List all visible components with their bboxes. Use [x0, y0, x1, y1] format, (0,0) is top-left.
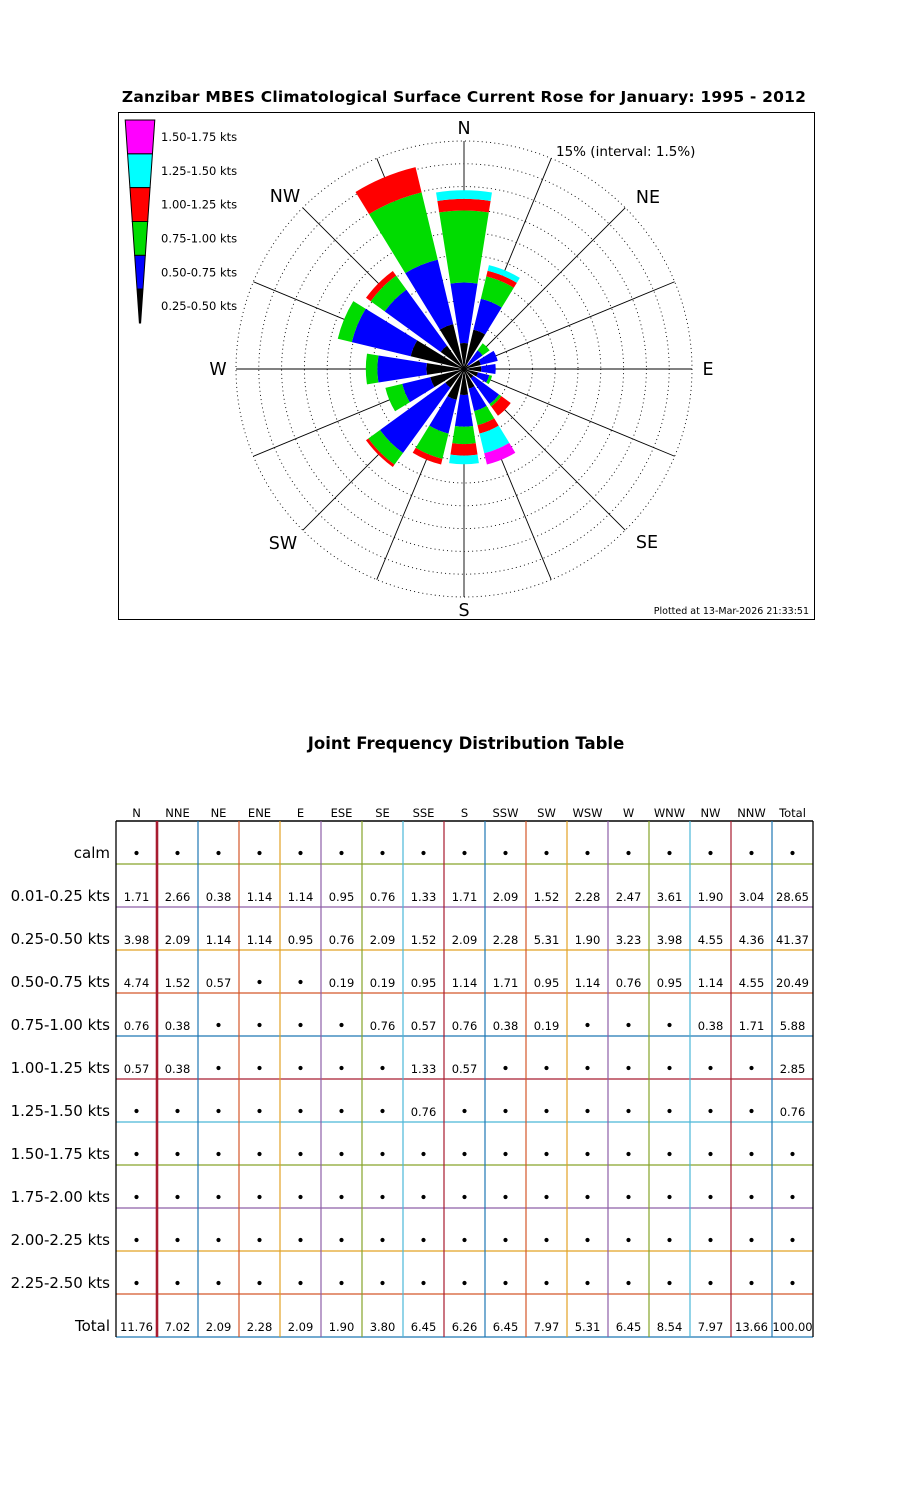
- cell-Total-1: 28.65: [776, 890, 809, 904]
- compass-label-W: W: [209, 360, 227, 380]
- zero-dot-NE-8: [216, 1195, 220, 1199]
- zero-dot-W-7: [626, 1152, 630, 1156]
- zero-dot-WNW-10: [667, 1281, 671, 1285]
- zero-dot-NNW-10: [749, 1281, 753, 1285]
- zero-dot-NW-7: [708, 1152, 712, 1156]
- cell-W-3: 0.76: [615, 976, 642, 990]
- ring-scale-label: 15% (interval: 1.5%): [556, 144, 696, 160]
- cell-N-5: 0.57: [123, 1062, 150, 1076]
- zero-dot-NW-5: [708, 1066, 712, 1070]
- cell-Total-6: 0.76: [779, 1105, 806, 1119]
- zero-dot-Total-8: [790, 1195, 794, 1199]
- cell-W-11: 6.45: [615, 1320, 642, 1334]
- zero-dot-SW-0: [544, 851, 548, 855]
- row-label-1.50-1.75kts: 1.50-1.75 kts: [10, 1145, 110, 1163]
- zero-dot-S-7: [462, 1152, 466, 1156]
- cell-NNW-3: 4.55: [738, 976, 765, 990]
- zero-dot-SSW-5: [503, 1066, 507, 1070]
- row-label-2.25-2.50kts: 2.25-2.50 kts: [10, 1274, 110, 1292]
- cell-SSE-3: 0.95: [410, 976, 437, 990]
- cell-NNE-4: 0.38: [164, 1019, 191, 1033]
- zero-dot-NE-10: [216, 1281, 220, 1285]
- cell-S-4: 0.76: [451, 1019, 478, 1033]
- cell-E-1: 1.14: [287, 890, 314, 904]
- cell-NNW-2: 4.36: [738, 933, 765, 947]
- cell-SSE-11: 6.45: [410, 1320, 437, 1334]
- cell-NNW-1: 3.04: [738, 890, 765, 904]
- zero-dot-ESE-0: [339, 851, 343, 855]
- cell-E-2: 0.95: [287, 933, 314, 947]
- cell-NNE-2: 2.09: [164, 933, 191, 947]
- zero-dot-W-10: [626, 1281, 630, 1285]
- row-label-Total: Total: [74, 1317, 110, 1335]
- cell-NNE-11: 7.02: [164, 1320, 191, 1334]
- cell-NNW-11: 13.66: [735, 1320, 768, 1334]
- zero-dot-NE-7: [216, 1152, 220, 1156]
- compass-label-E: E: [702, 360, 714, 380]
- zero-dot-E-10: [298, 1281, 302, 1285]
- cell-SSE-6: 0.76: [410, 1105, 437, 1119]
- col-header-NW: NW: [700, 806, 721, 820]
- row-label-1.00-1.25kts: 1.00-1.25 kts: [10, 1059, 110, 1077]
- zero-dot-SSW-6: [503, 1109, 507, 1113]
- zero-dot-SE-8: [380, 1195, 384, 1199]
- zero-dot-N-6: [134, 1109, 138, 1113]
- rose-petal-S-1.00-1.25kts: [449, 455, 479, 465]
- cell-NE-3: 0.57: [205, 976, 232, 990]
- zero-dot-NNW-0: [749, 851, 753, 855]
- cell-Total-11: 100.00: [772, 1320, 813, 1334]
- zero-dot-SSE-10: [421, 1281, 425, 1285]
- row-label-0.75-1.00kts: 0.75-1.00 kts: [10, 1016, 110, 1034]
- col-header-ENE: ENE: [247, 806, 272, 820]
- row-label-0.50-0.75kts: 0.50-0.75 kts: [10, 973, 110, 991]
- cell-WSW-2: 1.90: [574, 933, 601, 947]
- zero-dot-ENE-9: [257, 1238, 261, 1242]
- cell-NNE-5: 0.38: [164, 1062, 191, 1076]
- zero-dot-N-10: [134, 1281, 138, 1285]
- cell-WNW-3: 0.95: [656, 976, 683, 990]
- cell-N-2: 3.98: [123, 933, 150, 947]
- zero-dot-NNW-8: [749, 1195, 753, 1199]
- zero-dot-E-7: [298, 1152, 302, 1156]
- zero-dot-NNW-6: [749, 1109, 753, 1113]
- zero-dot-NNE-9: [175, 1238, 179, 1242]
- zero-dot-ESE-9: [339, 1238, 343, 1242]
- compass-label-NE: NE: [635, 188, 661, 208]
- cell-NW-1: 1.90: [697, 890, 724, 904]
- cell-NW-11: 7.97: [697, 1320, 724, 1334]
- compass-label-SW: SW: [268, 534, 298, 554]
- cell-WNW-2: 3.98: [656, 933, 683, 947]
- cell-NNW-4: 1.71: [738, 1019, 765, 1033]
- zero-dot-SW-9: [544, 1238, 548, 1242]
- cell-SW-11: 7.97: [533, 1320, 560, 1334]
- cell-NW-3: 1.14: [697, 976, 724, 990]
- col-header-NNW: NNW: [737, 806, 766, 820]
- cell-SSW-1: 2.09: [492, 890, 519, 904]
- zero-dot-Total-0: [790, 851, 794, 855]
- zero-dot-E-4: [298, 1023, 302, 1027]
- zero-dot-SW-6: [544, 1109, 548, 1113]
- zero-dot-W-0: [626, 851, 630, 855]
- row-label-2.00-2.25kts: 2.00-2.25 kts: [10, 1231, 110, 1249]
- col-header-NE: NE: [210, 806, 227, 820]
- zero-dot-SSE-7: [421, 1152, 425, 1156]
- cell-WSW-11: 5.31: [574, 1320, 601, 1334]
- cell-SE-2: 2.09: [369, 933, 396, 947]
- cell-NNE-1: 2.66: [164, 890, 191, 904]
- zero-dot-Total-10: [790, 1281, 794, 1285]
- col-header-WNW: WNW: [653, 806, 686, 820]
- zero-dot-NNE-10: [175, 1281, 179, 1285]
- zero-dot-SE-0: [380, 851, 384, 855]
- legend-label: 1.25-1.50 kts: [161, 163, 238, 178]
- zero-dot-S-9: [462, 1238, 466, 1242]
- col-header-SSE: SSE: [412, 806, 435, 820]
- cell-Total-3: 20.49: [776, 976, 809, 990]
- zero-dot-WSW-6: [585, 1109, 589, 1113]
- col-header-WSW: WSW: [572, 806, 603, 820]
- zero-dot-WSW-4: [585, 1023, 589, 1027]
- zero-dot-NE-9: [216, 1238, 220, 1242]
- zero-dot-SW-10: [544, 1281, 548, 1285]
- col-header-SSW: SSW: [492, 806, 519, 820]
- zero-dot-W-5: [626, 1066, 630, 1070]
- cell-E-11: 2.09: [287, 1320, 314, 1334]
- zero-dot-WNW-8: [667, 1195, 671, 1199]
- rose-petal-N-0.50-0.75kts: [439, 210, 489, 283]
- legend-swatch-0.25-0.50kts: [137, 289, 143, 323]
- col-header-N: N: [132, 806, 141, 820]
- rose-petal-S-0.50-0.75kts: [452, 426, 475, 444]
- zero-dot-WNW-6: [667, 1109, 671, 1113]
- zero-dot-ENE-10: [257, 1281, 261, 1285]
- col-header-Total: Total: [779, 806, 806, 820]
- zero-dot-E-3: [298, 980, 302, 984]
- row-label-calm: calm: [73, 844, 110, 862]
- zero-dot-E-8: [298, 1195, 302, 1199]
- zero-dot-ENE-7: [257, 1152, 261, 1156]
- zero-dot-SE-6: [380, 1109, 384, 1113]
- cell-SW-1: 1.52: [533, 890, 560, 904]
- zero-dot-ENE-5: [257, 1066, 261, 1070]
- zero-dot-N-0: [134, 851, 138, 855]
- zero-dot-SSW-7: [503, 1152, 507, 1156]
- zero-dot-S-8: [462, 1195, 466, 1199]
- zero-dot-NW-10: [708, 1281, 712, 1285]
- cell-SE-11: 3.80: [369, 1320, 396, 1334]
- zero-dot-SE-9: [380, 1238, 384, 1242]
- row-label-0.01-0.25kts: 0.01-0.25 kts: [10, 887, 110, 905]
- cell-N-11: 11.76: [120, 1320, 153, 1334]
- rose-petal-S-0.75-1.00kts: [450, 443, 477, 455]
- cell-NE-11: 2.09: [205, 1320, 232, 1334]
- zero-dot-NNE-0: [175, 851, 179, 855]
- cell-ENE-1: 1.14: [246, 890, 273, 904]
- legend-swatch-0.75-1.00kts: [132, 222, 147, 256]
- zero-dot-SSE-0: [421, 851, 425, 855]
- cell-SW-4: 0.19: [533, 1019, 560, 1033]
- cell-SSW-11: 6.45: [492, 1320, 519, 1334]
- zero-dot-WNW-5: [667, 1066, 671, 1070]
- zero-dot-E-6: [298, 1109, 302, 1113]
- legend-swatch-1.00-1.25kts: [130, 188, 150, 222]
- legend-label: 0.75-1.00 kts: [161, 231, 238, 246]
- col-header-E: E: [296, 806, 305, 820]
- col-header-SW: SW: [537, 806, 556, 820]
- zero-dot-NNE-8: [175, 1195, 179, 1199]
- legend-swatch-0.50-0.75kts: [135, 255, 146, 289]
- cell-NW-4: 0.38: [697, 1019, 724, 1033]
- zero-dot-NE-4: [216, 1023, 220, 1027]
- zero-dot-ENE-8: [257, 1195, 261, 1199]
- legend-label: 0.50-0.75 kts: [161, 265, 238, 280]
- col-header-S: S: [460, 806, 469, 820]
- zero-dot-W-8: [626, 1195, 630, 1199]
- cell-Total-5: 2.85: [779, 1062, 806, 1076]
- plotted-timestamp: Plotted at 13-Mar-2026 21:33:51: [653, 606, 809, 617]
- cell-ENE-11: 2.28: [246, 1320, 273, 1334]
- zero-dot-W-4: [626, 1023, 630, 1027]
- zero-dot-SSE-9: [421, 1238, 425, 1242]
- cell-SW-2: 5.31: [533, 933, 560, 947]
- zero-dot-SE-10: [380, 1281, 384, 1285]
- zero-dot-Total-9: [790, 1238, 794, 1242]
- cell-N-1: 1.71: [123, 890, 150, 904]
- legend-swatch-1.50-1.75kts: [125, 120, 155, 154]
- zero-dot-SSW-0: [503, 851, 507, 855]
- rose-petal-N-0.75-1.00kts: [437, 199, 490, 213]
- zero-dot-SE-7: [380, 1152, 384, 1156]
- zero-dot-ENE-6: [257, 1109, 261, 1113]
- cell-SSE-1: 1.33: [410, 890, 437, 904]
- cell-S-5: 0.57: [451, 1062, 478, 1076]
- zero-dot-S-6: [462, 1109, 466, 1113]
- zero-dot-SW-7: [544, 1152, 548, 1156]
- zero-dot-WSW-5: [585, 1066, 589, 1070]
- zero-dot-WNW-0: [667, 851, 671, 855]
- zero-dot-E-5: [298, 1066, 302, 1070]
- zero-dot-ESE-8: [339, 1195, 343, 1199]
- zero-dot-NNE-7: [175, 1152, 179, 1156]
- col-header-ESE: ESE: [330, 806, 353, 820]
- zero-dot-NE-0: [216, 851, 220, 855]
- zero-dot-ESE-4: [339, 1023, 343, 1027]
- zero-dot-NW-9: [708, 1238, 712, 1242]
- table-title: Joint Frequency Distribution Table: [307, 734, 625, 753]
- cell-Total-4: 5.88: [779, 1019, 806, 1033]
- zero-dot-ESE-7: [339, 1152, 343, 1156]
- zero-dot-ENE-4: [257, 1023, 261, 1027]
- cell-ESE-2: 0.76: [328, 933, 355, 947]
- zero-dot-W-9: [626, 1238, 630, 1242]
- cell-SE-3: 0.19: [369, 976, 396, 990]
- zero-dot-SSW-9: [503, 1238, 507, 1242]
- cell-SSW-4: 0.38: [492, 1019, 519, 1033]
- zero-dot-SE-5: [380, 1066, 384, 1070]
- zero-dot-ENE-0: [257, 851, 261, 855]
- zero-dot-NE-6: [216, 1109, 220, 1113]
- zero-dot-S-10: [462, 1281, 466, 1285]
- compass-label-NW: NW: [269, 187, 301, 207]
- cell-NNE-3: 1.52: [164, 976, 191, 990]
- zero-dot-NNW-9: [749, 1238, 753, 1242]
- rose-petal-S-0.25-0.50kts: [455, 395, 473, 427]
- zero-dot-NNW-7: [749, 1152, 753, 1156]
- zero-dot-NE-5: [216, 1066, 220, 1070]
- legend-swatch-1.25-1.50kts: [128, 154, 153, 188]
- compass-label-S: S: [458, 601, 470, 621]
- zero-dot-WNW-4: [667, 1023, 671, 1027]
- zero-dot-NW-0: [708, 851, 712, 855]
- cell-SSW-3: 1.71: [492, 976, 519, 990]
- zero-dot-SW-5: [544, 1066, 548, 1070]
- row-label-0.25-0.50kts: 0.25-0.50 kts: [10, 930, 110, 948]
- zero-dot-ESE-10: [339, 1281, 343, 1285]
- zero-dot-N-9: [134, 1238, 138, 1242]
- joint-frequency-table: [0, 760, 900, 1360]
- zero-dot-NNW-5: [749, 1066, 753, 1070]
- cell-ESE-1: 0.95: [328, 890, 355, 904]
- zero-dot-Total-7: [790, 1152, 794, 1156]
- zero-dot-N-8: [134, 1195, 138, 1199]
- zero-dot-WSW-0: [585, 851, 589, 855]
- cell-SSE-4: 0.57: [410, 1019, 437, 1033]
- cell-W-2: 3.23: [615, 933, 642, 947]
- cell-W-1: 2.47: [615, 890, 642, 904]
- cell-NE-1: 0.38: [205, 890, 232, 904]
- current-rose-chart: [119, 113, 816, 621]
- cell-S-1: 1.71: [451, 890, 478, 904]
- compass-label-N: N: [457, 119, 471, 139]
- compass-label-SE: SE: [635, 533, 659, 553]
- zero-dot-E-9: [298, 1238, 302, 1242]
- row-label-1.75-2.00kts: 1.75-2.00 kts: [10, 1188, 110, 1206]
- cell-S-11: 6.26: [451, 1320, 478, 1334]
- rose-petal-W-0.50-0.75kts: [366, 354, 379, 385]
- row-label-1.25-1.50kts: 1.25-1.50 kts: [10, 1102, 110, 1120]
- cell-SE-4: 0.76: [369, 1019, 396, 1033]
- cell-WNW-11: 8.54: [656, 1320, 683, 1334]
- cell-SW-3: 0.95: [533, 976, 560, 990]
- zero-dot-NW-8: [708, 1195, 712, 1199]
- cell-NW-2: 4.55: [697, 933, 724, 947]
- zero-dot-ENE-3: [257, 980, 261, 984]
- cell-S-3: 1.14: [451, 976, 478, 990]
- legend-label: 1.50-1.75 kts: [161, 129, 238, 144]
- zero-dot-ESE-6: [339, 1109, 343, 1113]
- cell-WNW-1: 3.61: [656, 890, 683, 904]
- cell-NE-2: 1.14: [205, 933, 232, 947]
- cell-SE-1: 0.76: [369, 890, 396, 904]
- zero-dot-WSW-7: [585, 1152, 589, 1156]
- current-rose-panel: [118, 112, 815, 620]
- col-header-SE: SE: [375, 806, 390, 820]
- zero-dot-WSW-8: [585, 1195, 589, 1199]
- rose-petal-W-0.25-0.50kts: [377, 355, 427, 382]
- col-header-W: W: [622, 806, 635, 820]
- cell-N-4: 0.76: [123, 1019, 150, 1033]
- zero-dot-N-7: [134, 1152, 138, 1156]
- legend-label: 1.00-1.25 kts: [161, 197, 238, 212]
- cell-SSE-5: 1.33: [410, 1062, 437, 1076]
- zero-dot-WSW-9: [585, 1238, 589, 1242]
- zero-dot-WNW-9: [667, 1238, 671, 1242]
- cell-WSW-3: 1.14: [574, 976, 601, 990]
- zero-dot-NNE-6: [175, 1109, 179, 1113]
- zero-dot-WNW-7: [667, 1152, 671, 1156]
- rose-petal-E-0.25-0.50kts: [481, 364, 496, 374]
- zero-dot-E-0: [298, 851, 302, 855]
- zero-dot-S-0: [462, 851, 466, 855]
- cell-S-2: 2.09: [451, 933, 478, 947]
- page-title: Zanzibar MBES Climatological Surface Current Rose for January: 1995 - 2012: [121, 88, 807, 106]
- cell-SSW-2: 2.28: [492, 933, 519, 947]
- legend-label: 0.25-0.50 kts: [161, 299, 238, 314]
- cell-WSW-1: 2.28: [574, 890, 601, 904]
- zero-dot-SSW-8: [503, 1195, 507, 1199]
- cell-ENE-2: 1.14: [246, 933, 273, 947]
- cell-SSE-2: 1.52: [410, 933, 437, 947]
- col-header-NNE: NNE: [165, 806, 190, 820]
- zero-dot-W-6: [626, 1109, 630, 1113]
- zero-dot-SSW-10: [503, 1281, 507, 1285]
- cell-N-3: 4.74: [123, 976, 150, 990]
- zero-dot-SW-8: [544, 1195, 548, 1199]
- cell-ESE-3: 0.19: [328, 976, 355, 990]
- cell-ESE-11: 1.90: [328, 1320, 355, 1334]
- zero-dot-ESE-5: [339, 1066, 343, 1070]
- zero-dot-SSE-8: [421, 1195, 425, 1199]
- zero-dot-WSW-10: [585, 1281, 589, 1285]
- cell-Total-2: 41.37: [776, 933, 809, 947]
- zero-dot-NW-6: [708, 1109, 712, 1113]
